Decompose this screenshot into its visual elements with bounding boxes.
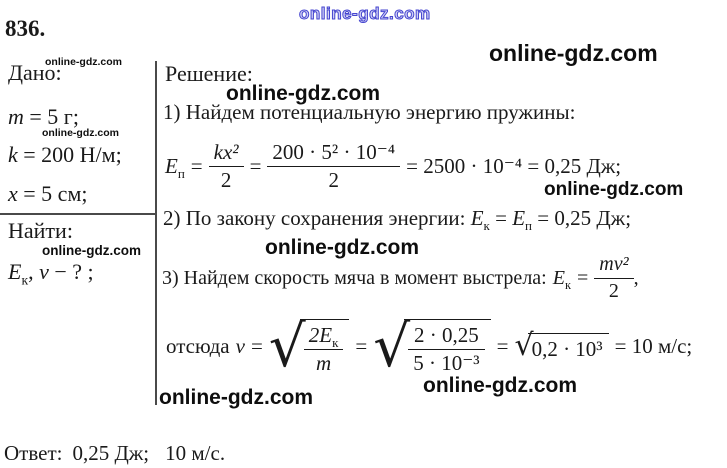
ep-subscript: п (525, 218, 533, 234)
watermark-top-right: online-gdz.com (489, 40, 658, 66)
ep-symbol (165, 154, 185, 179)
fraction-numerator: kx² (213, 139, 239, 164)
sqrt-2ek-over-m (268, 312, 350, 380)
find-separator: , (28, 259, 40, 284)
symbol-ek: E (8, 259, 22, 284)
equals-sign: = (489, 206, 513, 230)
fraction-kx2-over-2 (209, 140, 244, 192)
given-value-x: = 5 см; (17, 181, 88, 206)
ep-subscript: п (177, 165, 185, 181)
equals-sign: = (249, 153, 262, 178)
ep-letter: E (165, 153, 178, 178)
ek-symbol (553, 267, 571, 290)
equals-sign: = (355, 333, 368, 358)
fraction-numeric (267, 140, 400, 192)
answer-line (4, 441, 225, 466)
given-value-m: = 5 г; (23, 104, 79, 129)
solution-title: Решение: (165, 61, 253, 86)
watermark-under-find: online-gdz.com (42, 243, 141, 258)
fraction-denominator: m (304, 349, 344, 375)
sqrt-numeric-fraction (373, 312, 490, 380)
step3-label: 3) Найдем скорость мяча в момент выстрела: (162, 266, 547, 289)
var-x: x (8, 181, 18, 206)
watermark-center-mid: online-gdz.com (265, 236, 419, 259)
watermark-under-solution-title: online-gdz.com (226, 82, 380, 105)
answer-speed: 10 м/с. (165, 441, 226, 465)
fraction-numerator: 200 · 5² · 10⁻⁴ (272, 139, 396, 164)
given-line-x (8, 181, 87, 207)
find-question: − ? ; (48, 259, 94, 284)
step3-line (162, 250, 639, 306)
ek-subscript: к (564, 277, 571, 292)
watermark-above-given: online-gdz.com (45, 56, 122, 68)
fraction-numerator (304, 323, 344, 349)
sqrt-content: 0,2 · 10³ (528, 333, 609, 362)
ek-letter: E (552, 266, 565, 289)
given-line-m (8, 104, 79, 130)
step4-label: отсюда (166, 333, 230, 358)
step2-result: = 0,25 Дж; (532, 206, 632, 230)
ek-subscript: к (483, 218, 490, 234)
fraction-denominator: 2 (594, 278, 633, 303)
ep-letter: E (512, 206, 526, 230)
step4-line (166, 313, 692, 379)
radical-sign: √ (373, 312, 411, 380)
given-find-divider (0, 213, 156, 215)
column-divider (155, 61, 157, 405)
var-m: m (8, 104, 24, 129)
v-letter: v (235, 333, 245, 358)
radical-sign: √ (268, 312, 306, 380)
step2-line (163, 206, 632, 234)
step4-result: = 10 м/с; (614, 333, 693, 358)
find-title: Найти: (8, 218, 73, 243)
numerator-subscript: к (332, 335, 339, 351)
find-line (8, 259, 94, 288)
answer-energy: 0,25 Дж; (72, 441, 150, 465)
fraction-numeric (408, 323, 484, 375)
radical-sign: √ (514, 328, 534, 363)
numerator-2e: 2E (308, 322, 333, 347)
formula-potential-energy (165, 137, 621, 195)
given-title: Дано: (8, 60, 62, 85)
sqrt-result (514, 328, 608, 363)
given-line-k (8, 142, 122, 168)
ek-letter: E (470, 206, 484, 230)
watermark-above-k: online-gdz.com (42, 127, 119, 139)
watermark-bottom-left: online-gdz.com (159, 386, 313, 409)
equals-sign: = (496, 333, 509, 358)
fraction-numerator: mv² (599, 253, 629, 275)
watermark-bottom-center: online-gdz.com (423, 374, 577, 397)
watermark-right-mid: online-gdz.com (544, 179, 684, 200)
equals-sign: = (190, 153, 203, 178)
fraction-numerator: 2 · 0,25 (414, 322, 479, 347)
step2-label: 2) По закону сохранения энергии: (163, 206, 471, 230)
problem-number: 836. (5, 16, 46, 41)
given-value-k: = 200 Н/м; (17, 142, 122, 167)
step1-label: 1) Найдем потенциальную энергию пружины: (163, 100, 576, 124)
watermark-outline-top: online-gdz.com (299, 4, 431, 23)
fraction-denominator: 2 (267, 166, 400, 192)
equals-sign: = (576, 266, 589, 289)
fraction-mv2-over-2 (594, 253, 633, 303)
comma: , (633, 266, 639, 289)
fraction-denominator: 5 · 10⁻³ (408, 349, 484, 375)
symbol-v: v (39, 259, 49, 284)
equals-sign: = (250, 333, 263, 358)
fraction-2ek-over-m (304, 323, 344, 375)
formula1-result: = 2500 · 10⁻⁴ = 0,25 Дж; (406, 153, 622, 178)
fraction-denominator: 2 (209, 166, 244, 192)
var-k: k (8, 142, 18, 167)
answer-label: Ответ: (4, 441, 63, 465)
subscript-k: к (21, 272, 29, 288)
